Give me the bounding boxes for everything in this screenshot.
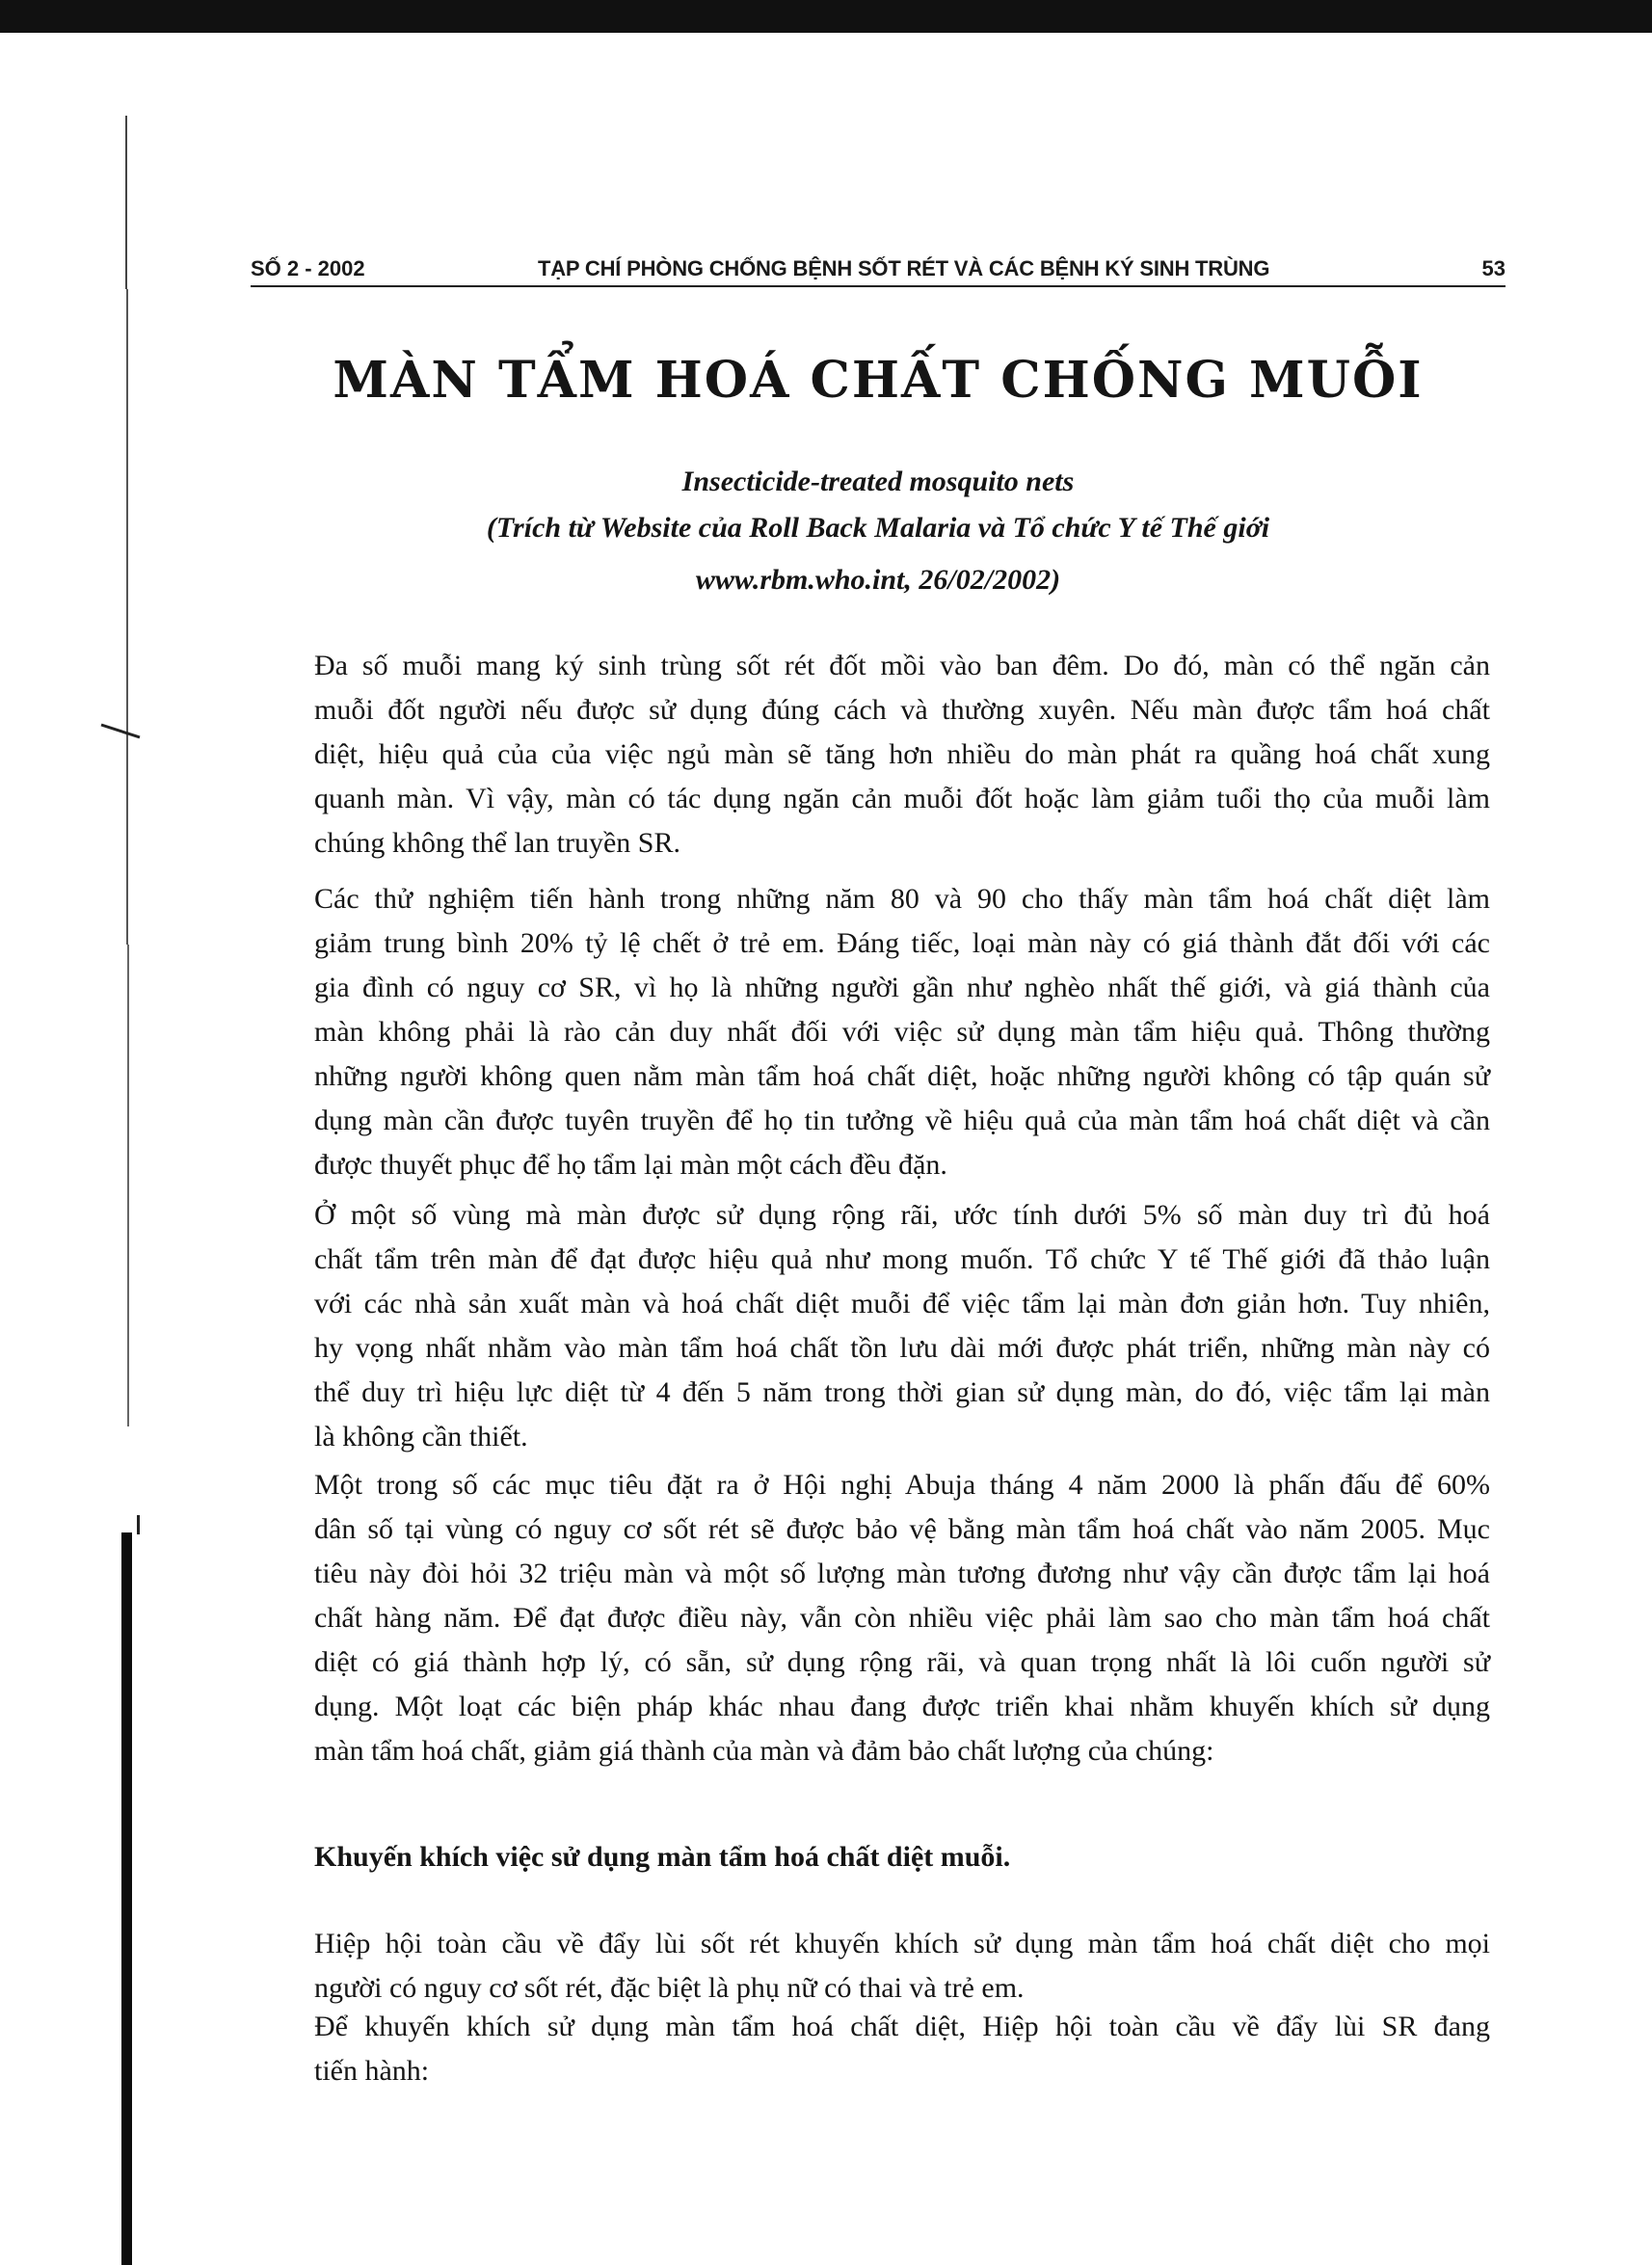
article-subtitle: Insecticide-treated mosquito nets [681,466,1075,497]
paragraph-line: Đa số muỗi mang ký sinh trùng sốt rét đốt mồi vào ban đêm. Do đó, màn có thể ngăn cản [314,650,1490,681]
paragraph-line: tiến hành: [314,2055,430,2087]
running-header [251,251,1505,289]
paragraph-line: những người không quen nằm màn tẩm hoá chất diệt, hoặc những người không có tập quán sử [314,1060,1490,1092]
paragraph-line: dụng. Một loạt các biện pháp khác nhau đang được triển khai nhằm khuyến khích sử dụng [314,1691,1490,1722]
header-rule [251,285,1505,287]
scan-top-border [0,0,1652,33]
paragraph-line: Hiệp hội toàn cầu về đẩy lùi sốt rét khuyến khích sử dụng màn tẩm hoá chất diệt cho mọi [314,1928,1490,1959]
paragraph [314,1922,1490,2011]
paragraph-line: dân số tại vùng có nguy cơ sốt rét sẽ được bảo vệ bằng màn tẩm hoá chất vào năm 2005. Mục [314,1513,1490,1545]
section-heading: Khuyến khích việc sử dụng màn tẩm hoá chất diệt muỗi. [314,1841,1011,1873]
paragraph-line: dụng màn cần được tuyên truyền để họ tin tưởng về hiệu quả của màn tẩm hoá chất diệt và cần [314,1105,1490,1136]
article-title: MÀN TẨM HOÁ CHẤT CHỐNG MUỖI [333,351,1424,410]
source-line: (Trích từ Website của Roll Back Malaria và Tổ chức Y tế Thế giới [486,512,1270,544]
page-number: 53 [1481,256,1505,280]
issue-label: SỐ 2 - 2002 [251,256,365,280]
paragraph-line: chúng không thể lan truyền SR. [314,827,680,859]
paragraph-line: diệt có giá thành hợp lý, có sẵn, sử dụng rộng rãi, và quan trọng nhất là lôi cuốn người sử [314,1646,1490,1678]
paragraph-line: quanh màn. Vì vậy, màn có tác dụng ngăn cản muỗi đốt hoặc làm giảm tuổi thọ của muỗi làm [314,783,1490,814]
paragraph-line: tiêu này đòi hỏi 32 triệu màn và một số lượng màn tương đương như vậy cần được tẩm lại hoá [314,1558,1490,1589]
paragraph-line: chất tẩm trên màn để đạt được hiệu quả như mong muốn. Tổ chức Y tế Thế giới đã thảo luận [314,1243,1490,1275]
paragraph-line: Các thử nghiệm tiến hành trong những năm 80 và 90 cho thấy màn tẩm hoá chất diệt làm [314,883,1490,915]
paragraph-line: gia đình có nguy cơ SR, vì họ là những người gần như nghèo nhất thế giới, và giá thành của [314,972,1490,1003]
scan-edge-line [126,289,128,945]
scan-binding-edge [121,1532,132,2265]
paragraph-line: màn không phải là rào cản duy nhất đối với việc sử dụng màn tẩm hiệu quả. Thông thường [314,1016,1490,1048]
paragraph-line: được thuyết phục để họ tẩm lại màn một cách đều đặn. [314,1149,947,1181]
paragraph-line: là không cần thiết. [314,1421,528,1452]
paragraph-line: người có nguy cơ sốt rét, đặc biệt là phụ nữ có thai và trẻ em. [314,1972,1025,2004]
paragraph-line: giảm trung bình 20% tỷ lệ chết ở trẻ em. Đáng tiếc, loại màn này có giá thành đắt đối với các [314,927,1490,959]
scan-edge-line [127,945,129,1426]
paragraph [314,877,1490,1187]
journal-name: TẠP CHÍ PHÒNG CHỐNG BỆNH SỐT RÉT VÀ CÁC BỆNH KÝ SINH TRÙNG [538,256,1270,280]
paragraph-line: Để khuyến khích sử dụng màn tẩm hoá chất diệt, Hiệp hội toàn cầu về đẩy lùi SR đang [314,2011,1490,2042]
paragraph [314,644,1490,866]
paragraph-line: màn tẩm hoá chất, giảm giá thành của màn và đảm bảo chất lượng của chúng: [314,1735,1214,1767]
paragraph-line: chất hàng năm. Để đạt được điều này, vẫn còn nhiều việc phải làm sao cho màn tẩm hoá chất [314,1602,1490,1634]
paragraph-line: Ở một số vùng mà màn được sử dụng rộng rãi, ước tính dưới 5% số màn duy trì đủ hoá [314,1199,1490,1231]
scan-edge-line [125,116,127,289]
paragraph [314,2005,1490,2093]
paragraph-line: với các nhà sản xuất màn và hoá chất diệt muỗi để việc tẩm lại màn đơn giản hơn. Tuy nhiên, [314,1288,1490,1319]
paragraph-line: hy vọng nhất nhằm vào màn tẩm hoá chất tồn lưu dài mới được phát triển, những màn này có [314,1332,1490,1364]
paragraph [314,1193,1490,1459]
source-url-date: www.rbm.who.int, 26/02/2002) [695,564,1061,596]
paragraph [314,1463,1490,1773]
paragraph-line: muỗi đốt người nếu được sử dụng đúng cách và thường xuyên. Nếu màn được tẩm hoá chất [314,694,1490,726]
paragraph-line: diệt, hiệu quả của của việc ngủ màn sẽ tăng hơn nhiều do màn phát ra quầng hoá chất xung [314,738,1490,770]
scan-mark [101,724,141,739]
paragraph-line: Một trong số các mục tiêu đặt ra ở Hội nghị Abuja tháng 4 năm 2000 là phấn đấu để 60% [314,1469,1490,1501]
scan-mark [123,1515,140,1534]
paragraph-line: thể duy trì hiệu lực diệt từ 4 đến 5 năm trong thời gian sử dụng màn, do đó, việc tẩm lại màn [314,1376,1490,1408]
